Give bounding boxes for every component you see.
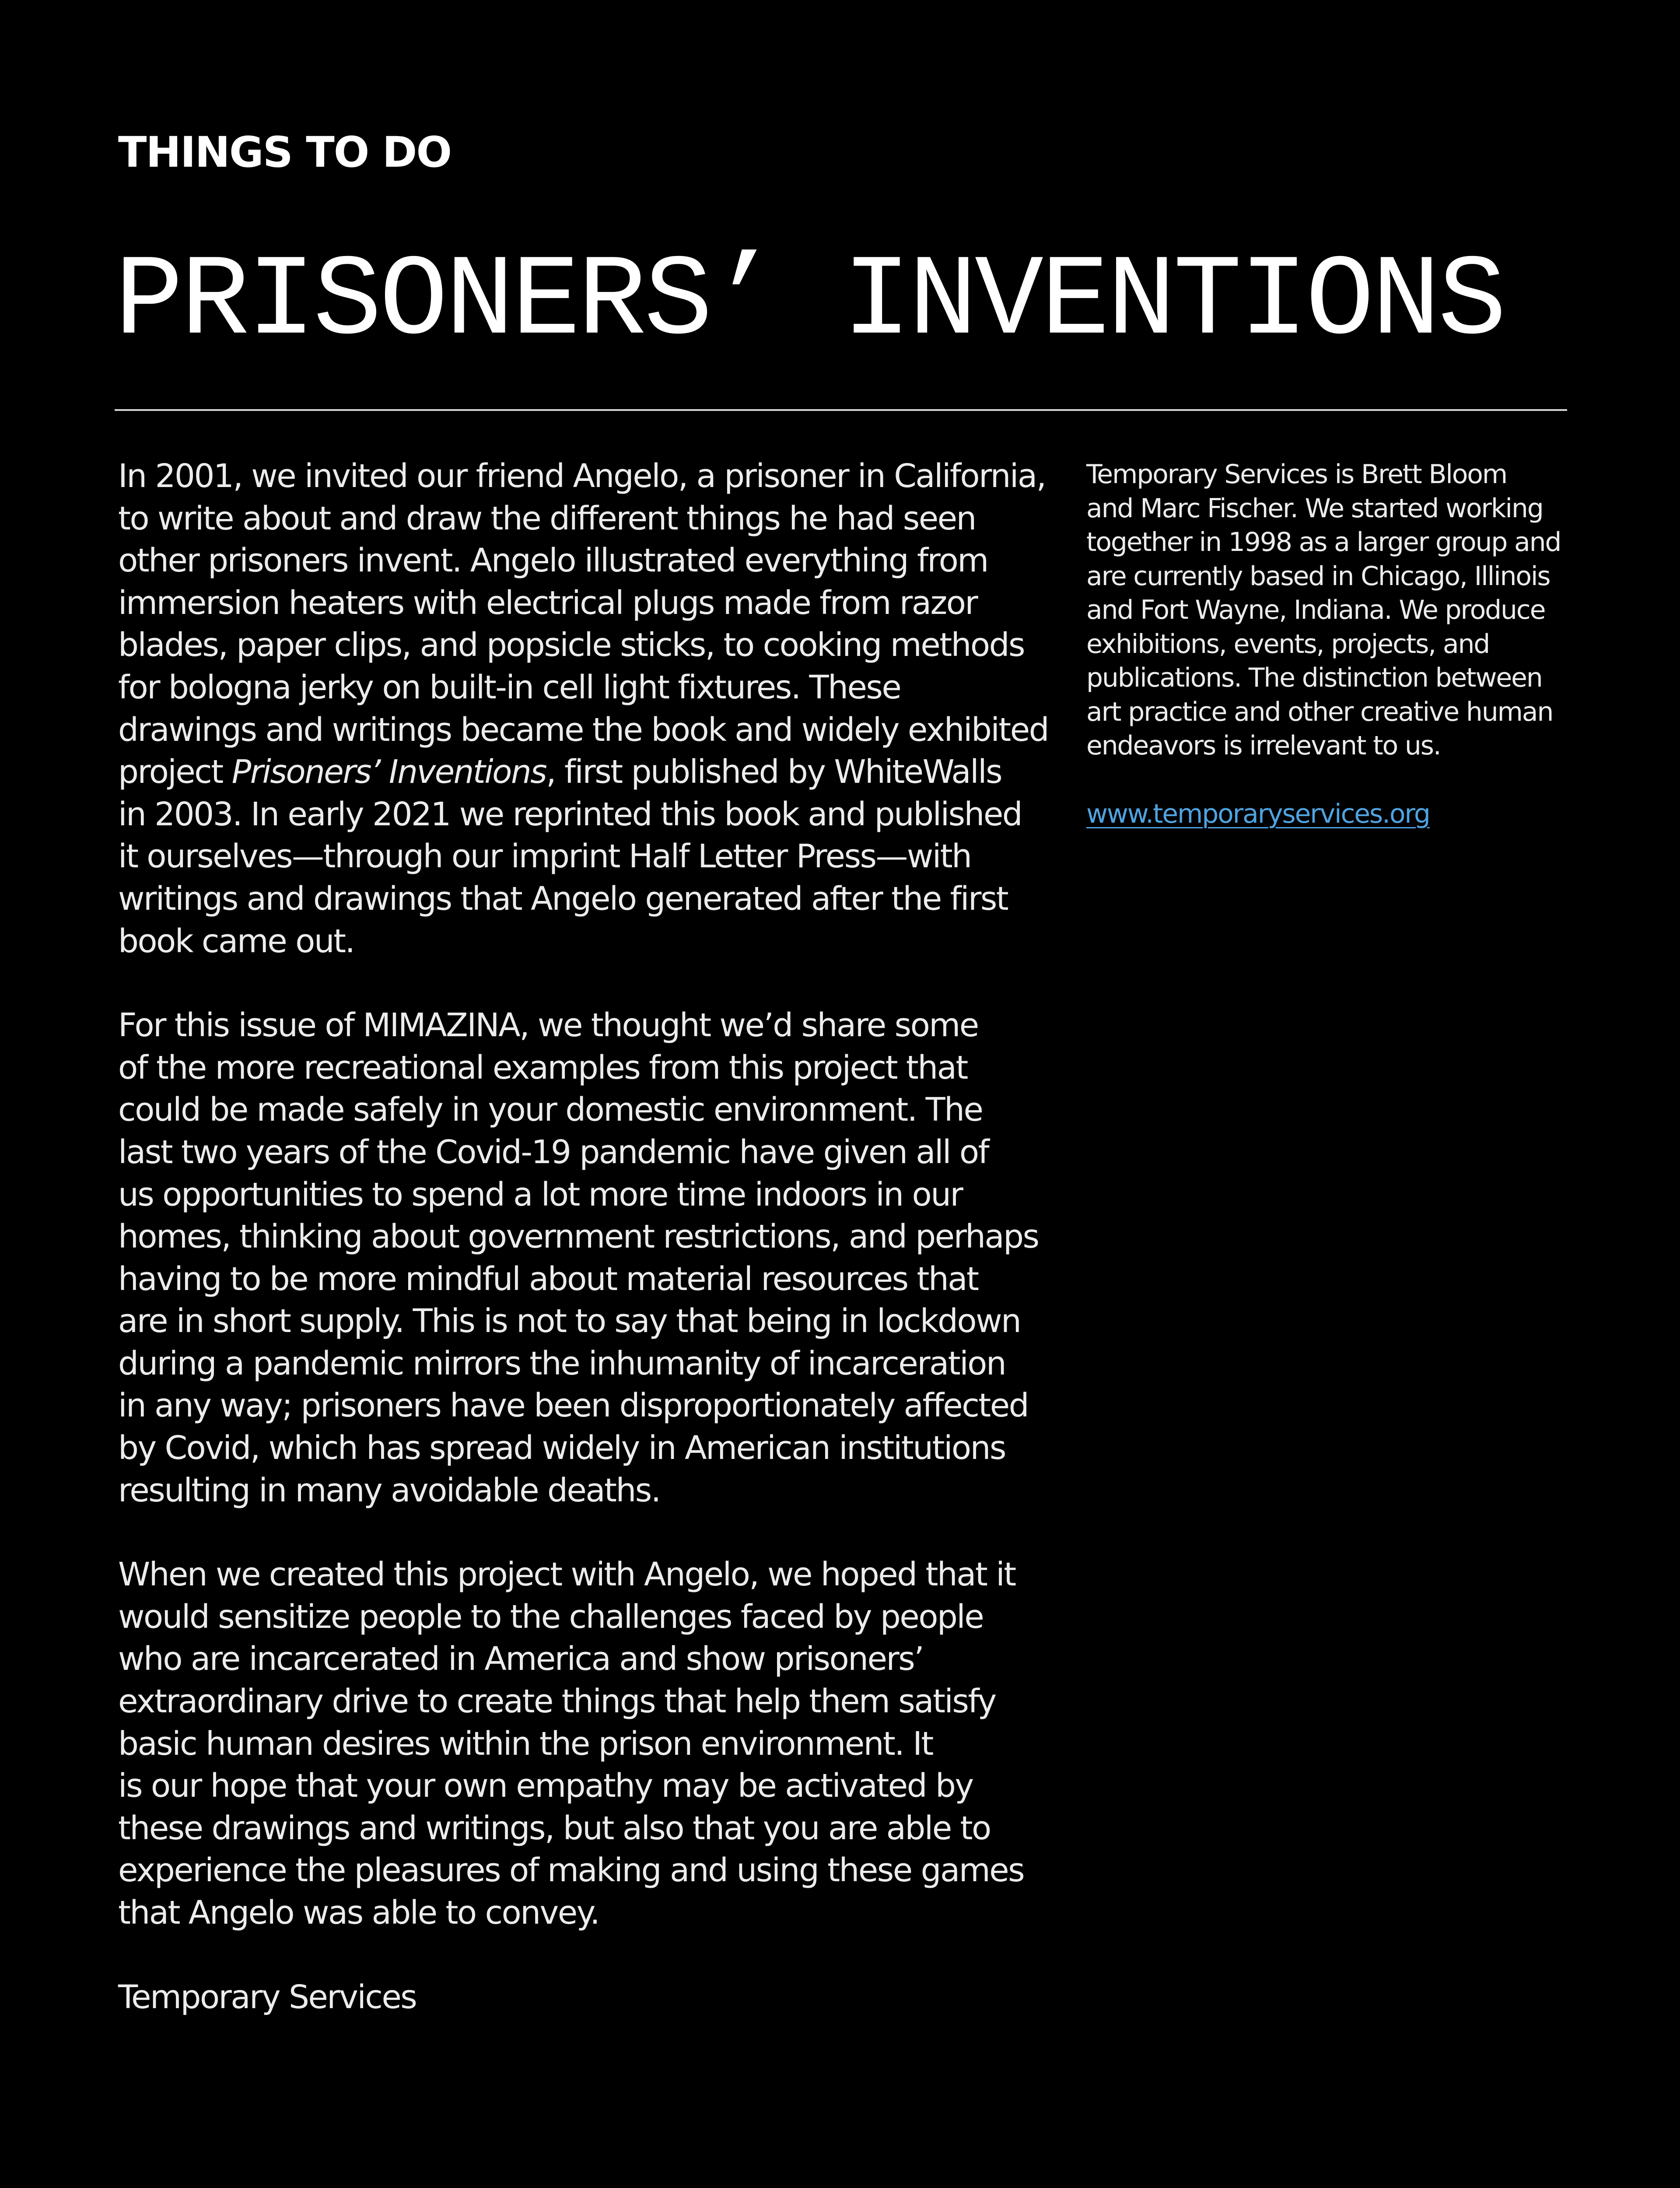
text-line: In 2001, we invited our friend Angelo, a prisoner in California,: [118, 457, 1046, 495]
text-line: during a pandemic mirrors the inhumanity of incarceration: [118, 1344, 1006, 1382]
text-line: of the more recreational examples from this project that: [118, 1048, 967, 1087]
text-line: homes, thinking about government restrictions, and perhaps: [118, 1218, 1039, 1256]
text-fragment: , first published by WhiteWalls: [546, 753, 1002, 791]
text-line: last two years of the Covid-19 pandemic have given all of: [118, 1133, 989, 1171]
text-line: immersion heaters with electrical plugs made from razor: [118, 584, 977, 622]
text-line: could be made safely in your domestic environment. The: [118, 1091, 983, 1129]
website-link[interactable]: www.temporaryservices.org: [1086, 798, 1430, 829]
text-line: resulting in many avoidable deaths.: [118, 1471, 660, 1509]
text-line: by Covid, which has spread widely in American institutions: [118, 1429, 1005, 1467]
text-line: would sensitize people to the challenges faced by people: [118, 1598, 984, 1636]
text-line: is our hope that your own empathy may be activated by: [118, 1767, 973, 1805]
text-line: it ourselves—through our imprint Half Letter Press—with: [118, 838, 971, 876]
main-column: [118, 455, 1049, 2060]
text-line: exhibitions, events, projects, and: [1086, 628, 1490, 659]
text-line-with-book-title: [118, 751, 1041, 793]
sidebar-bio: [1086, 458, 1568, 865]
text-line: art practice and other creative human: [1086, 696, 1553, 727]
text-line: basic human desires within the prison environment. It: [118, 1725, 933, 1763]
text-line: having to be more mindful about material resources that: [118, 1260, 978, 1298]
author-signature: Temporary Services: [118, 1978, 416, 2016]
text-line: book came out.: [118, 922, 354, 960]
text-line: and Marc Fischer. We started working: [1086, 493, 1543, 524]
text-line: experience the pleasures of making and using these games: [118, 1851, 1024, 1890]
text-line: publications. The distinction between: [1086, 663, 1542, 693]
text-line: extraordinary drive to create things that help them satisfy: [118, 1683, 996, 1721]
text-line: that Angelo was able to convey.: [118, 1894, 599, 1932]
text-line: are currently based in Chicago, Illinois: [1086, 561, 1550, 592]
text-line: other prisoners invent. Angelo illustrated everything from: [118, 542, 988, 580]
section-kicker: THINGS TO DO: [118, 128, 452, 177]
title-divider: [115, 409, 1567, 411]
text-line: drawings and writings became the book and widely exhibited: [118, 711, 1049, 749]
text-line: these drawings and writings, but also that you are able to: [118, 1809, 990, 1847]
text-line: for bologna jerky on built-in cell light fixtures. These: [118, 668, 901, 706]
paragraph-intro: [118, 455, 1049, 962]
text-line: writings and drawings that Angelo generated after the first: [118, 880, 1008, 918]
text-line: in any way; prisoners have been disproportionately affected: [118, 1387, 1029, 1425]
text-line: who are incarcerated in America and show prisoners’: [118, 1640, 924, 1678]
paragraph-mimazina: [118, 1004, 1041, 1511]
text-line: together in 1998 as a larger group and: [1086, 527, 1561, 558]
text-line: endeavors is irrelevant to us.: [1086, 730, 1441, 761]
text-line: us opportunities to spend a lot more time indoors in our: [118, 1175, 962, 1213]
text-line: in 2003. In early 2021 we reprinted this book and published: [118, 795, 1022, 833]
text-line: When we created this project with Angelo, we hoped that it: [118, 1556, 1015, 1594]
bio-paragraph: [1086, 458, 1568, 763]
book-title: Prisoners’ Inventions: [231, 753, 546, 791]
page-title: PRISONERS’ INVENTIONS: [115, 237, 1504, 367]
text-line: blades, paper clips, and popsicle sticks, to cooking methods: [118, 626, 1024, 664]
text-line: Temporary Services is Brett Bloom: [1086, 459, 1507, 490]
text-fragment: project: [118, 753, 232, 791]
text-line: and Fort Wayne, Indiana. We produce: [1086, 595, 1545, 625]
text-line: to write about and draw the different things he had seen: [118, 499, 976, 537]
text-line: are in short supply. This is not to say that being in lockdown: [118, 1302, 1021, 1340]
paragraph-hope: [118, 1553, 1041, 1934]
website-link-row: [1086, 797, 1568, 831]
text-line: For this issue of MIMAZINA, we thought we’d share some: [118, 1006, 978, 1045]
